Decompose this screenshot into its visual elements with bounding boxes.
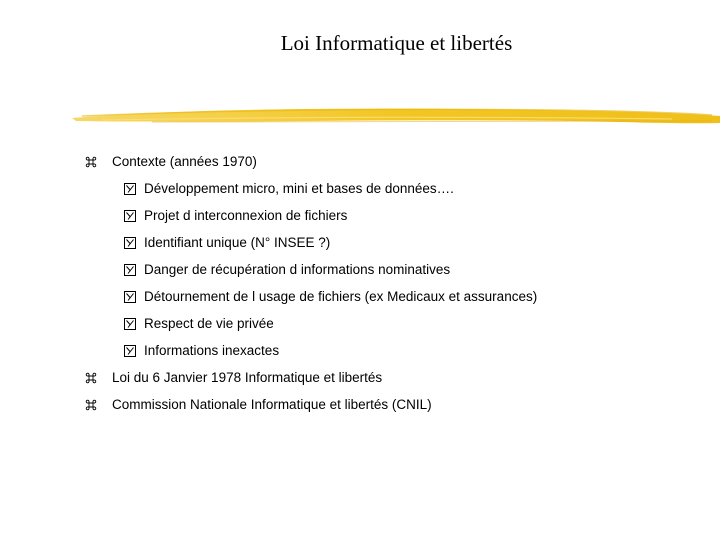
- checkbox-y-icon: [124, 237, 136, 249]
- checkbox-y-icon: [124, 291, 136, 303]
- list-item-text: Projet d interconnexion de fichiers: [144, 208, 348, 223]
- list-item-text: Loi du 6 Janvier 1978 Informatique et libertés: [112, 370, 383, 385]
- list-item-text: Commission Nationale Informatique et libertés (CNIL): [112, 397, 432, 412]
- list-item-text: Développement micro, mini et bases de données….: [144, 181, 454, 196]
- list-item-text: Informations inexactes: [144, 343, 280, 358]
- list-item-text: Respect de vie privée: [144, 316, 274, 331]
- slide-title: Loi Informatique et libertés: [280, 31, 513, 55]
- checkbox-y-icon: [124, 318, 136, 330]
- command-key-icon: [85, 372, 97, 384]
- list-item-text: Danger de récupération d informations nominatives: [144, 262, 451, 277]
- title-underline-brush-stroke: [72, 100, 720, 130]
- checkbox-y-icon: [124, 210, 136, 222]
- command-key-icon: [85, 156, 97, 168]
- list-item-text: Identifiant unique (N° INSEE ?): [144, 235, 331, 250]
- list-item-text: Détournement de l usage de fichiers (ex Medicaux et assurances): [144, 289, 538, 304]
- checkbox-y-icon: [124, 345, 136, 357]
- command-key-icon: [85, 399, 97, 411]
- checkbox-y-icon: [124, 183, 136, 195]
- checkbox-y-icon: [124, 264, 136, 276]
- list-item-text: Contexte (années 1970): [112, 154, 257, 169]
